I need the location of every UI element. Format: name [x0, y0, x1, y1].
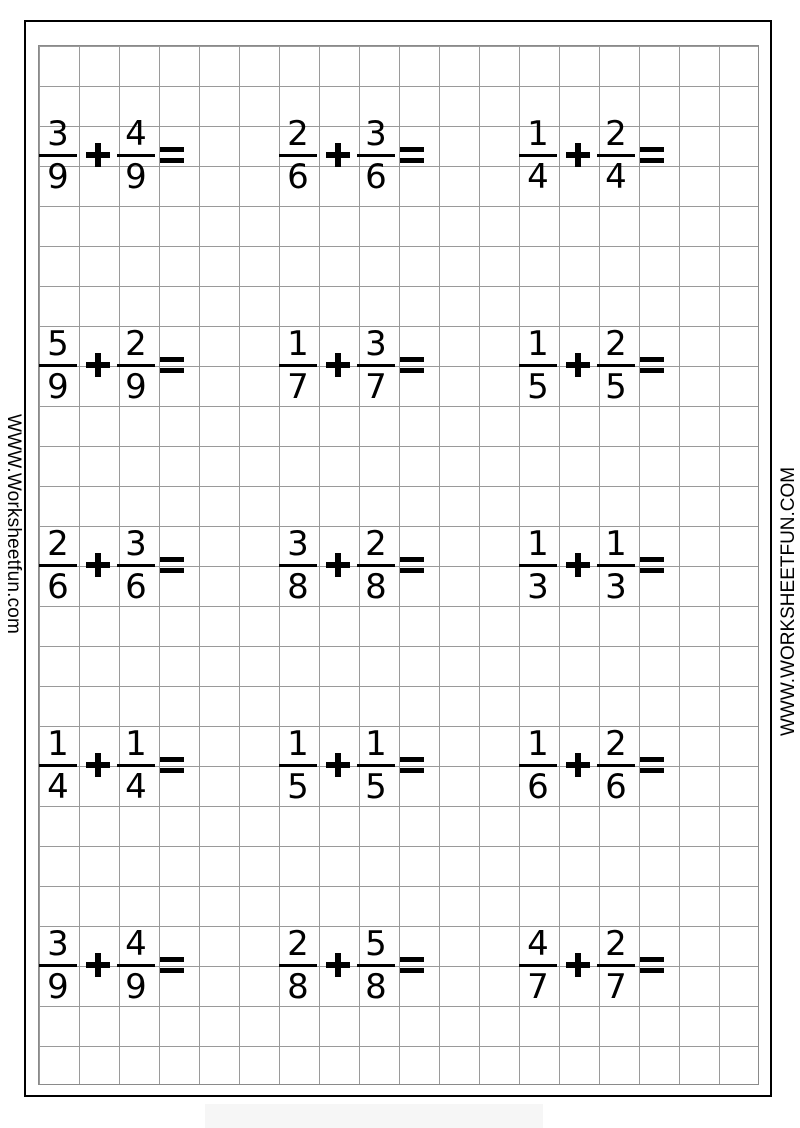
- second-fraction: [116, 325, 156, 406]
- equals-sign-icon: [640, 355, 664, 375]
- second-fraction: [116, 525, 156, 606]
- first-fraction: [518, 925, 558, 1006]
- fraction-problem: [278, 725, 424, 805]
- second-fraction: [596, 925, 636, 1006]
- plus-sign-icon: [86, 353, 110, 377]
- second-fraction: [356, 525, 396, 606]
- plus-sign-icon: [86, 553, 110, 577]
- denominator: 9: [47, 966, 69, 1007]
- denominator: 9: [47, 366, 69, 407]
- denominator: 7: [527, 966, 549, 1007]
- denominator: 7: [365, 366, 387, 407]
- footer-strip: [205, 1104, 543, 1128]
- numerator: 2: [287, 113, 309, 154]
- denominator: 8: [287, 566, 309, 607]
- fraction-problem: [518, 115, 664, 195]
- equals-sign-icon: [160, 555, 184, 575]
- fraction-problem: [518, 725, 664, 805]
- second-fraction: [596, 325, 636, 406]
- numerator: 2: [125, 323, 147, 364]
- equals-sign-icon: [400, 955, 424, 975]
- equals-sign-icon: [400, 355, 424, 375]
- first-fraction: [518, 115, 558, 196]
- fraction-problem: [38, 725, 184, 805]
- fraction-problem: [518, 925, 664, 1005]
- denominator: 6: [365, 156, 387, 197]
- denominator: 6: [605, 766, 627, 807]
- plus-sign-icon: [86, 953, 110, 977]
- equals-sign-icon: [640, 145, 664, 165]
- denominator: 9: [125, 366, 147, 407]
- fraction-problem: [518, 525, 664, 605]
- numerator: 2: [605, 113, 627, 154]
- denominator: 9: [47, 156, 69, 197]
- denominator: 4: [125, 766, 147, 807]
- denominator: 5: [287, 766, 309, 807]
- first-fraction: [38, 325, 78, 406]
- fraction-problem: [278, 925, 424, 1005]
- plus-sign-icon: [86, 143, 110, 167]
- first-fraction: [518, 325, 558, 406]
- denominator: 4: [47, 766, 69, 807]
- numerator: 1: [287, 723, 309, 764]
- numerator: 1: [287, 323, 309, 364]
- second-fraction: [116, 925, 156, 1006]
- plus-sign-icon: [326, 353, 350, 377]
- plus-sign-icon: [86, 753, 110, 777]
- first-fraction: [518, 725, 558, 806]
- plus-sign-icon: [326, 553, 350, 577]
- denominator: 8: [287, 966, 309, 1007]
- numerator: 2: [605, 923, 627, 964]
- equals-sign-icon: [160, 355, 184, 375]
- first-fraction: [278, 925, 318, 1006]
- denominator: 3: [605, 566, 627, 607]
- numerator: 3: [287, 523, 309, 564]
- numerator: 2: [605, 323, 627, 364]
- equals-sign-icon: [160, 145, 184, 165]
- numerator: 1: [527, 723, 549, 764]
- first-fraction: [278, 115, 318, 196]
- numerator: 5: [47, 323, 69, 364]
- plus-sign-icon: [566, 953, 590, 977]
- numerator: 1: [605, 523, 627, 564]
- equals-sign-icon: [160, 955, 184, 975]
- equals-sign-icon: [640, 555, 664, 575]
- first-fraction: [278, 525, 318, 606]
- numerator: 5: [365, 923, 387, 964]
- numerator: 2: [365, 523, 387, 564]
- fraction-problem: [38, 925, 184, 1005]
- denominator: 6: [125, 566, 147, 607]
- second-fraction: [596, 525, 636, 606]
- numerator: 2: [287, 923, 309, 964]
- numerator: 3: [47, 923, 69, 964]
- first-fraction: [518, 525, 558, 606]
- numerator: 1: [365, 723, 387, 764]
- denominator: 4: [605, 156, 627, 197]
- first-fraction: [38, 525, 78, 606]
- second-fraction: [116, 725, 156, 806]
- plus-sign-icon: [566, 353, 590, 377]
- fraction-problem: [38, 115, 184, 195]
- plus-sign-icon: [566, 753, 590, 777]
- plus-sign-icon: [566, 143, 590, 167]
- denominator: 3: [527, 566, 549, 607]
- numerator: 1: [47, 723, 69, 764]
- denominator: 7: [287, 366, 309, 407]
- numerator: 1: [125, 723, 147, 764]
- denominator: 8: [365, 566, 387, 607]
- denominator: 6: [287, 156, 309, 197]
- fraction-problem: [278, 525, 424, 605]
- fraction-problem: [38, 525, 184, 605]
- denominator: 6: [527, 766, 549, 807]
- equals-sign-icon: [400, 555, 424, 575]
- second-fraction: [356, 115, 396, 196]
- second-fraction: [596, 725, 636, 806]
- equals-sign-icon: [160, 755, 184, 775]
- denominator: 9: [125, 966, 147, 1007]
- plus-sign-icon: [566, 553, 590, 577]
- denominator: 5: [605, 366, 627, 407]
- denominator: 4: [527, 156, 549, 197]
- plus-sign-icon: [326, 753, 350, 777]
- numerator: 2: [605, 723, 627, 764]
- first-fraction: [278, 325, 318, 406]
- denominator: 5: [365, 766, 387, 807]
- watermark-right: WWW.WORKSHEETFUN.COM: [778, 466, 799, 736]
- first-fraction: [38, 925, 78, 1006]
- equals-sign-icon: [400, 145, 424, 165]
- denominator: 5: [527, 366, 549, 407]
- denominator: 8: [365, 966, 387, 1007]
- numerator: 2: [47, 523, 69, 564]
- fraction-problem: [278, 325, 424, 405]
- numerator: 3: [365, 323, 387, 364]
- plus-sign-icon: [326, 143, 350, 167]
- equals-sign-icon: [640, 955, 664, 975]
- second-fraction: [356, 325, 396, 406]
- first-fraction: [278, 725, 318, 806]
- numerator: 3: [125, 523, 147, 564]
- second-fraction: [596, 115, 636, 196]
- numerator: 1: [527, 523, 549, 564]
- numerator: 1: [527, 323, 549, 364]
- fraction-problem: [38, 325, 184, 405]
- denominator: 7: [605, 966, 627, 1007]
- denominator: 6: [47, 566, 69, 607]
- second-fraction: [356, 725, 396, 806]
- first-fraction: [38, 725, 78, 806]
- fraction-problem: [518, 325, 664, 405]
- numerator: 4: [125, 923, 147, 964]
- second-fraction: [116, 115, 156, 196]
- equals-sign-icon: [400, 755, 424, 775]
- numerator: 3: [365, 113, 387, 154]
- numerator: 3: [47, 113, 69, 154]
- plus-sign-icon: [326, 953, 350, 977]
- numerator: 1: [527, 113, 549, 154]
- fraction-problem: [278, 115, 424, 195]
- watermark-left: WWW.Worksheetfun.com: [3, 414, 24, 635]
- numerator: 4: [527, 923, 549, 964]
- first-fraction: [38, 115, 78, 196]
- equals-sign-icon: [640, 755, 664, 775]
- numerator: 4: [125, 113, 147, 154]
- denominator: 9: [125, 156, 147, 197]
- second-fraction: [356, 925, 396, 1006]
